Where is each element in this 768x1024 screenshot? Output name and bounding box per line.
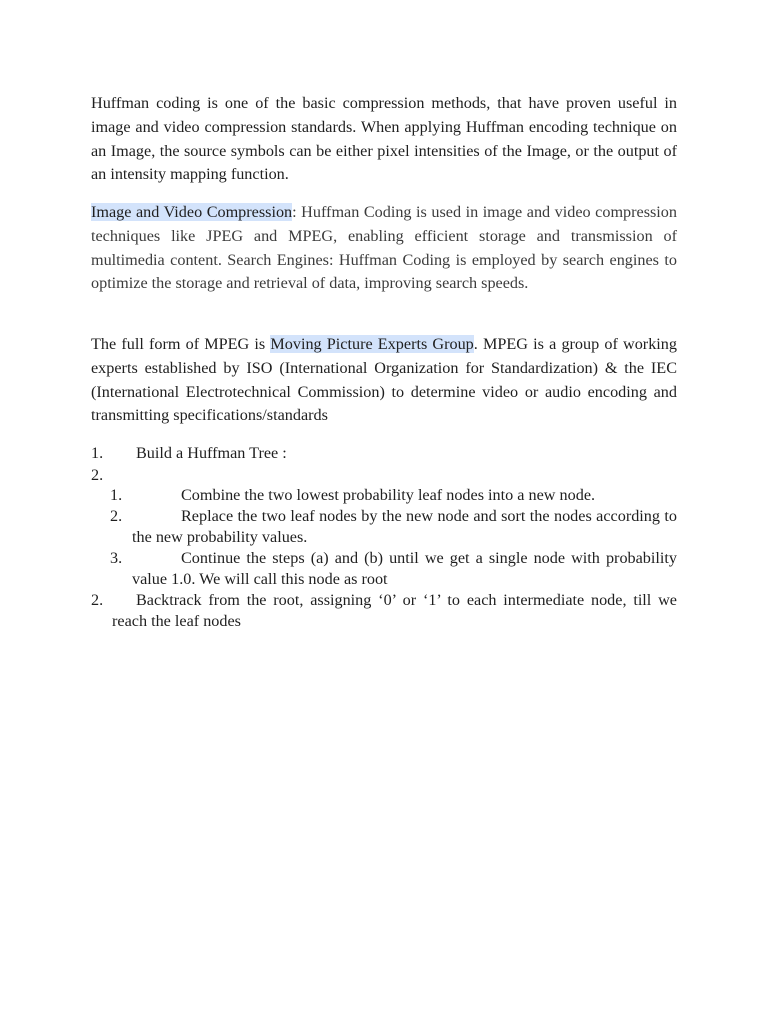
sublist-number-2: 2. (110, 507, 123, 525)
sublist-item-replace: Replace the two leaf nodes by the new node and sort the nodes according to the new probability values. (132, 507, 677, 546)
list-number-1: 1. (91, 444, 104, 462)
sublist-number-1: 1. (110, 486, 123, 504)
highlighted-text-image-video-compression: Image and Video Compression (91, 203, 293, 221)
intro-text: Huffman coding is one of the basic compression methods, that have proven useful in image and video compression standards. When applying Huffman encoding technique on an Image, the source symbols can be either pixel intensities of the Image, or the output of an intensity mapping function. (91, 94, 677, 184)
highlighted-text-mpeg-full-form: Moving Picture Experts Group (270, 335, 474, 353)
sublist-item-continue: Continue the steps (a) and (b) until we get a single node with probability value 1.0. We will call this node as root (132, 549, 677, 588)
list-number-2-empty: 2. (91, 466, 104, 484)
intro-paragraph (91, 92, 677, 187)
list-item-backtrack: Backtrack from the root, assigning ‘0’ or ‘1’ to each intermediate node, till we reach the leaf nodes (112, 591, 677, 630)
list-number-2: 2. (91, 591, 104, 609)
sublist-item-combine: Combine the two lowest probability leaf nodes into a new node. (181, 486, 596, 504)
applications-text: : Huffman Coding is used in image and video compression techniques like JPEG and MPEG, enabling efficient storage and transmission of multimedia content. Search Engines: Huffman Coding is employed by search engines to optimize the storage and retrieval of data, improving search speeds. (91, 203, 677, 293)
mpeg-prefix-text: The full form of MPEG is (91, 335, 271, 353)
mpeg-paragraph (91, 333, 677, 428)
applications-paragraph (91, 201, 677, 296)
mpeg-rest-text: . MPEG is a group of working experts established by ISO (International Organization for Standardization) & the IEC (International Electrotechnical Commission) to determine video or audio encoding and transmitting specifications/standards (91, 335, 677, 425)
sublist-number-3: 3. (110, 549, 123, 567)
list-item-build-huffman-tree: Build a Huffman Tree : (136, 444, 287, 462)
